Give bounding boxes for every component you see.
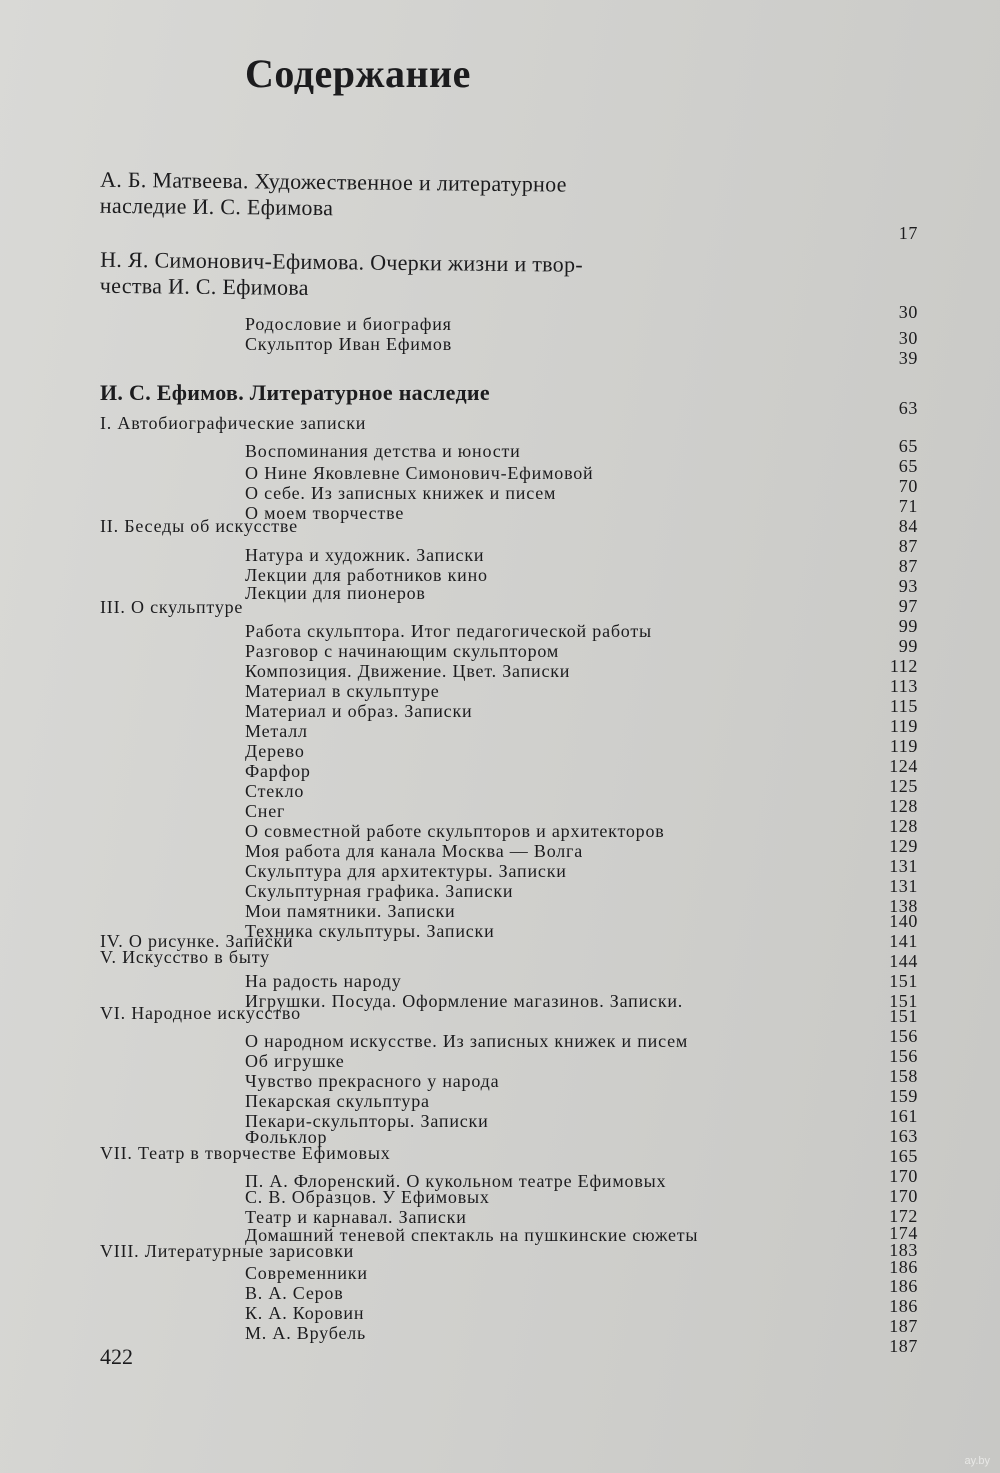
- page-number: 128: [889, 816, 918, 836]
- page-number: 151: [889, 1006, 918, 1026]
- page-number: 39: [898, 348, 918, 368]
- page-number: 151: [889, 971, 918, 991]
- essay-entry: [100, 247, 721, 305]
- page-number: 87: [898, 536, 918, 556]
- page-number: 84: [898, 516, 918, 536]
- page-number: 144: [889, 951, 918, 971]
- page-number: 119: [889, 716, 918, 736]
- toc-entry: Скульптор Иван Ефимов: [245, 334, 453, 354]
- page-number: 71: [898, 496, 918, 516]
- toc-entry: Фольклор: [245, 1127, 328, 1147]
- essay-line: А. Б. Матвеева. Художественное и литературное: [100, 166, 567, 197]
- toc-entry: Снег: [245, 801, 286, 821]
- page-number: 186: [889, 1296, 918, 1316]
- page-number: 119: [889, 736, 918, 756]
- page-number: 165: [889, 1146, 918, 1166]
- toc-entry: Скульптурная графика. Записки: [245, 881, 514, 901]
- page-number: 93: [898, 576, 918, 596]
- folio-number: 422: [100, 1344, 133, 1369]
- page-number: 172: [889, 1206, 918, 1226]
- page-number: 131: [889, 856, 918, 876]
- page-number: 187: [889, 1336, 918, 1356]
- page-number: 186: [889, 1257, 918, 1277]
- section-heading: IV. О рисунке. Записки: [100, 931, 294, 951]
- toc-entry: Материал в скульптуре: [245, 681, 440, 701]
- toc-entry: Родословие и биография: [245, 314, 452, 334]
- toc-entry: Домашний теневой спектакль на пушкинские сюжеты: [245, 1225, 699, 1245]
- page-number: 124: [889, 756, 918, 776]
- toc-entry: Театр и карнавал. Записки: [245, 1207, 467, 1227]
- page-number: 186: [889, 1276, 918, 1296]
- page-number: 131: [889, 876, 918, 896]
- toc-entry: Современники: [245, 1263, 368, 1283]
- toc-entry: М. А. Врубель: [245, 1323, 367, 1343]
- section-heading: III. О скульптуре: [100, 597, 244, 617]
- part-heading: И. С. Ефимов. Литературное наследие: [100, 380, 490, 405]
- page-number: 128: [889, 796, 918, 816]
- page-number: 70: [898, 476, 918, 496]
- page-number: 161: [889, 1106, 918, 1126]
- page-number: 112: [889, 656, 918, 676]
- toc-entry: Моя работа для канала Москва — Волга: [245, 841, 584, 861]
- page-number: 115: [889, 696, 918, 716]
- page-number: 174: [889, 1223, 918, 1243]
- toc-entry: На радость народу: [245, 971, 402, 991]
- page-number: 87: [898, 556, 918, 576]
- toc-entry: Фарфор: [245, 761, 311, 781]
- toc-entry: С. В. Образцов. У Ефимовых: [245, 1187, 490, 1207]
- watermark: ay.by: [964, 1455, 990, 1467]
- page-number: 170: [889, 1186, 918, 1206]
- page-number: 170: [889, 1166, 918, 1186]
- toc-entry: О Нине Яковлевне Симонович-Ефимовой: [245, 463, 594, 483]
- toc-entry: Работа скульптора. Итог педагогической работы: [245, 621, 652, 641]
- page-number: 63: [898, 398, 918, 418]
- page-number: 129: [889, 836, 918, 856]
- toc-entry: Игрушки. Посуда. Оформление магазинов. Записки.: [245, 991, 684, 1011]
- toc-entry: О народном искусстве. Из записных книжек и писем: [245, 1031, 689, 1051]
- page-number: 141: [889, 931, 918, 951]
- section-heading: VI. Народное искусство: [100, 1003, 301, 1023]
- toc-entry: О совместной работе скульпторов и архитекторов: [245, 821, 665, 841]
- toc-entry: О моем творчестве: [245, 503, 405, 523]
- toc-entry: Дерево: [245, 741, 305, 761]
- toc-entry: Материал и образ. Записки: [245, 701, 473, 721]
- page-number: 125: [889, 776, 918, 796]
- toc-entry: Об игрушке: [245, 1051, 345, 1071]
- page-number: 156: [889, 1046, 918, 1066]
- page-number: 159: [889, 1086, 918, 1106]
- page-number: 30: [898, 328, 918, 348]
- toc-entry: Лекции для работников кино: [245, 565, 488, 585]
- toc-entry: Разговор с начинающим скульптором: [245, 641, 560, 661]
- toc-entry: Воспоминания детства и юности: [245, 441, 521, 461]
- section-heading: VII. Театр в творчестве Ефимовых: [100, 1143, 391, 1163]
- toc-entry: Пекарская скульптура: [245, 1091, 430, 1111]
- essay-entry: [100, 167, 721, 225]
- toc-entry: В. А. Серов: [245, 1283, 344, 1303]
- page-number: 138: [889, 896, 918, 916]
- page-number: 140: [889, 911, 918, 931]
- page-number: 156: [889, 1026, 918, 1046]
- toc-entry: Металл: [245, 721, 308, 741]
- toc-entry: Техника скульптуры. Записки: [245, 921, 495, 941]
- toc-entry: Композиция. Движение. Цвет. Записки: [245, 661, 571, 681]
- page-number: 187: [889, 1316, 918, 1336]
- essay-line: чества И. С. Ефимова: [99, 272, 309, 300]
- toc-entry: О себе. Из записных книжек и писем: [245, 483, 557, 503]
- essay-line: Н. Я. Симонович-Ефимова. Очерки жизни и твор-: [100, 246, 584, 277]
- page-number: 113: [889, 676, 918, 696]
- section-heading: VIII. Литературные зарисовки: [100, 1241, 355, 1261]
- page-number: 183: [889, 1240, 918, 1260]
- page-number: 65: [898, 436, 918, 456]
- toc-entry: Натура и художник. Записки: [245, 545, 485, 565]
- section-heading: II. Беседы об искусстве: [100, 516, 298, 536]
- page-number: 99: [898, 616, 918, 636]
- section-heading: V. Искусство в быту: [100, 947, 270, 967]
- page-number: 151: [889, 991, 918, 1011]
- page-number: 163: [889, 1126, 918, 1146]
- page-number: 97: [898, 596, 918, 616]
- toc-entry: Скульптура для архитектуры. Записки: [245, 861, 567, 881]
- toc-entry: Стекло: [245, 781, 305, 801]
- toc-entry: Лекции для пионеров: [245, 583, 426, 603]
- page-number: 65: [898, 456, 918, 476]
- essay-line: наследие И. С. Ефимова: [99, 192, 334, 221]
- page-number: 30: [898, 302, 918, 322]
- page-number: 17: [898, 223, 918, 243]
- toc-entry: Пекари-скульпторы. Записки: [245, 1111, 489, 1131]
- page-number: 158: [889, 1066, 918, 1086]
- toc-entry: П. А. Флоренский. О кукольном театре Ефимовых: [245, 1171, 667, 1191]
- page-number: 99: [898, 636, 918, 656]
- toc-entry: К. А. Коровин: [245, 1303, 365, 1323]
- toc-entry: Чувство прекрасного у народа: [245, 1071, 500, 1091]
- section-heading: I. Автобиографические записки: [100, 413, 367, 433]
- toc-entry: Мои памятники. Записки: [245, 901, 456, 921]
- page-title: Содержание: [245, 51, 471, 96]
